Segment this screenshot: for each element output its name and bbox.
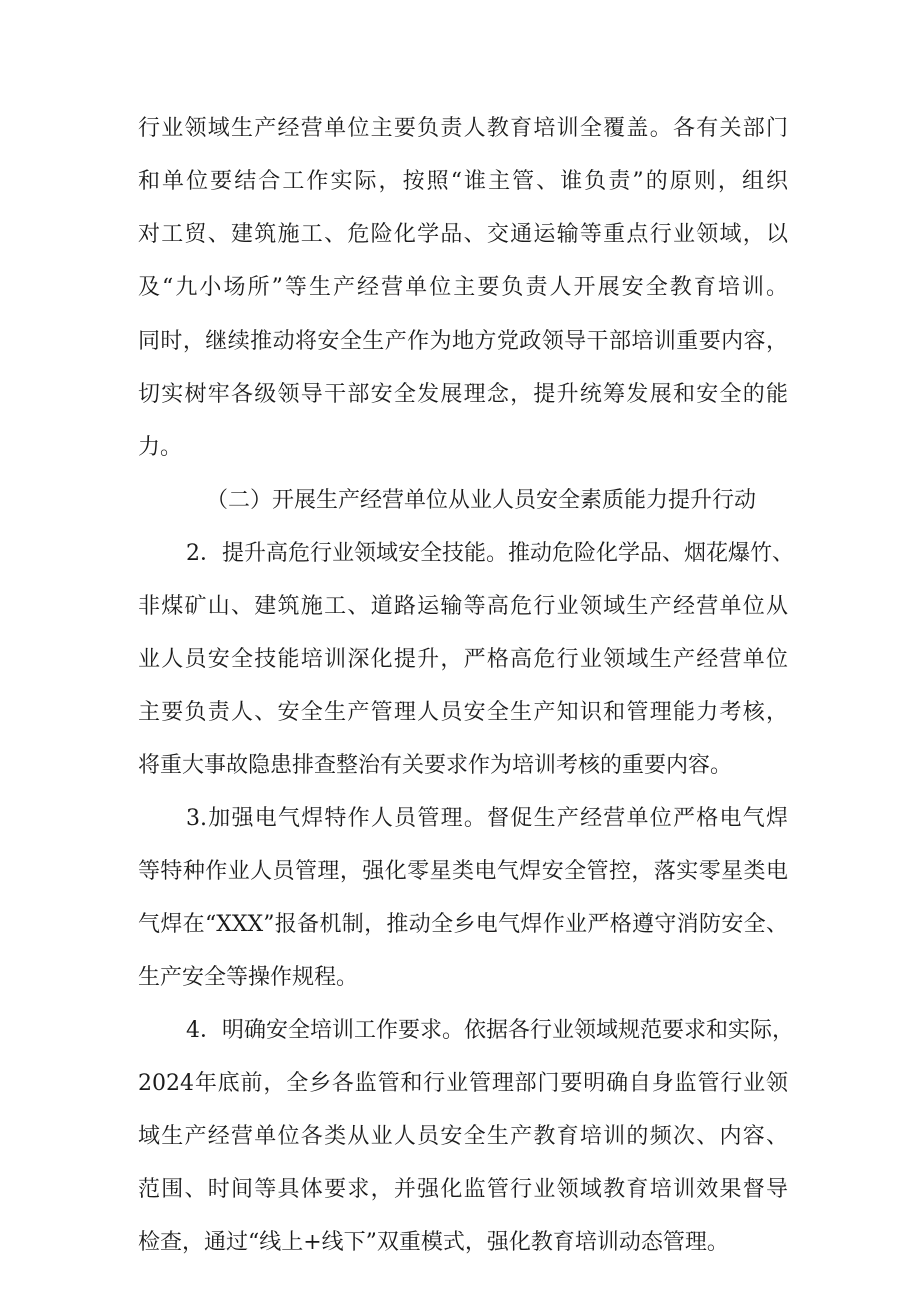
section-heading: （二）开展生产经营单位从业人员安全素质能力提升行动 <box>206 488 757 513</box>
paragraph-line: 2024年底前，全乡各监管和行业管理部门要明确自身监管行业领 <box>138 1071 788 1096</box>
paragraph-line: 业人员安全技能培训深化提升，严格高危行业领域生产经营单位 <box>138 647 788 672</box>
paragraph-line: 将重大事故隐患排查整治有关要求作为培训考核的重要内容。 <box>138 753 733 778</box>
paragraph-line: 行业领域生产经营单位主要负责人教育培训全覆盖。各有关部门 <box>138 116 788 141</box>
paragraph-line: 3.加强电气焊特作人员管理。督促生产经营单位严格电气焊 <box>186 806 788 831</box>
paragraph-line: 2．提升高危行业领域安全技能。推动危险化学品、烟花爆竹、 <box>186 541 794 566</box>
paragraph-line: 力。 <box>138 435 183 460</box>
paragraph-line: 主要负责人、安全生产管理人员安全生产知识和管理能力考核， <box>138 700 788 725</box>
paragraph-line: 生产安全等操作规程。 <box>138 965 359 990</box>
paragraph-line: 范围、时间等具体要求，并强化监管行业领域教育培训效果督导 <box>138 1177 788 1202</box>
paragraph-line: 4．明确安全培训工作要求。依据各行业领域规范要求和实际， <box>186 1018 794 1043</box>
paragraph-line: 等特种作业人员管理，强化零星类电气焊安全管控，落实零星类电 <box>138 859 788 884</box>
paragraph-line: 同时，继续推动将安全生产作为地方党政领导干部培训重要内容， <box>138 329 788 354</box>
paragraph-line: 域生产经营单位各类从业人员安全生产教育培训的频次、内容、 <box>138 1124 788 1149</box>
paragraph-line: 对工贸、建筑施工、危险化学品、交通运输等重点行业领域，以 <box>138 222 788 247</box>
paragraph-line: 及“九小场所”等生产经营单位主要负责人开展安全教育培训。 <box>138 275 788 300</box>
paragraph-line: 切实树牢各级领导干部安全发展理念，提升统筹发展和安全的能 <box>138 382 788 407</box>
paragraph-line: 和单位要结合工作实际，按照“谁主管、谁负责”的原则，组织 <box>138 169 788 194</box>
paragraph-line: 气焊在“XXX”报备机制，推动全乡电气焊作业严格遵守消防安全、 <box>138 912 788 937</box>
paragraph-line: 非煤矿山、建筑施工、道路运输等高危行业领域生产经营单位从 <box>138 594 788 619</box>
paragraph-line: 检查，通过“线上+线下”双重模式，强化教育培训动态管理。 <box>138 1230 729 1255</box>
